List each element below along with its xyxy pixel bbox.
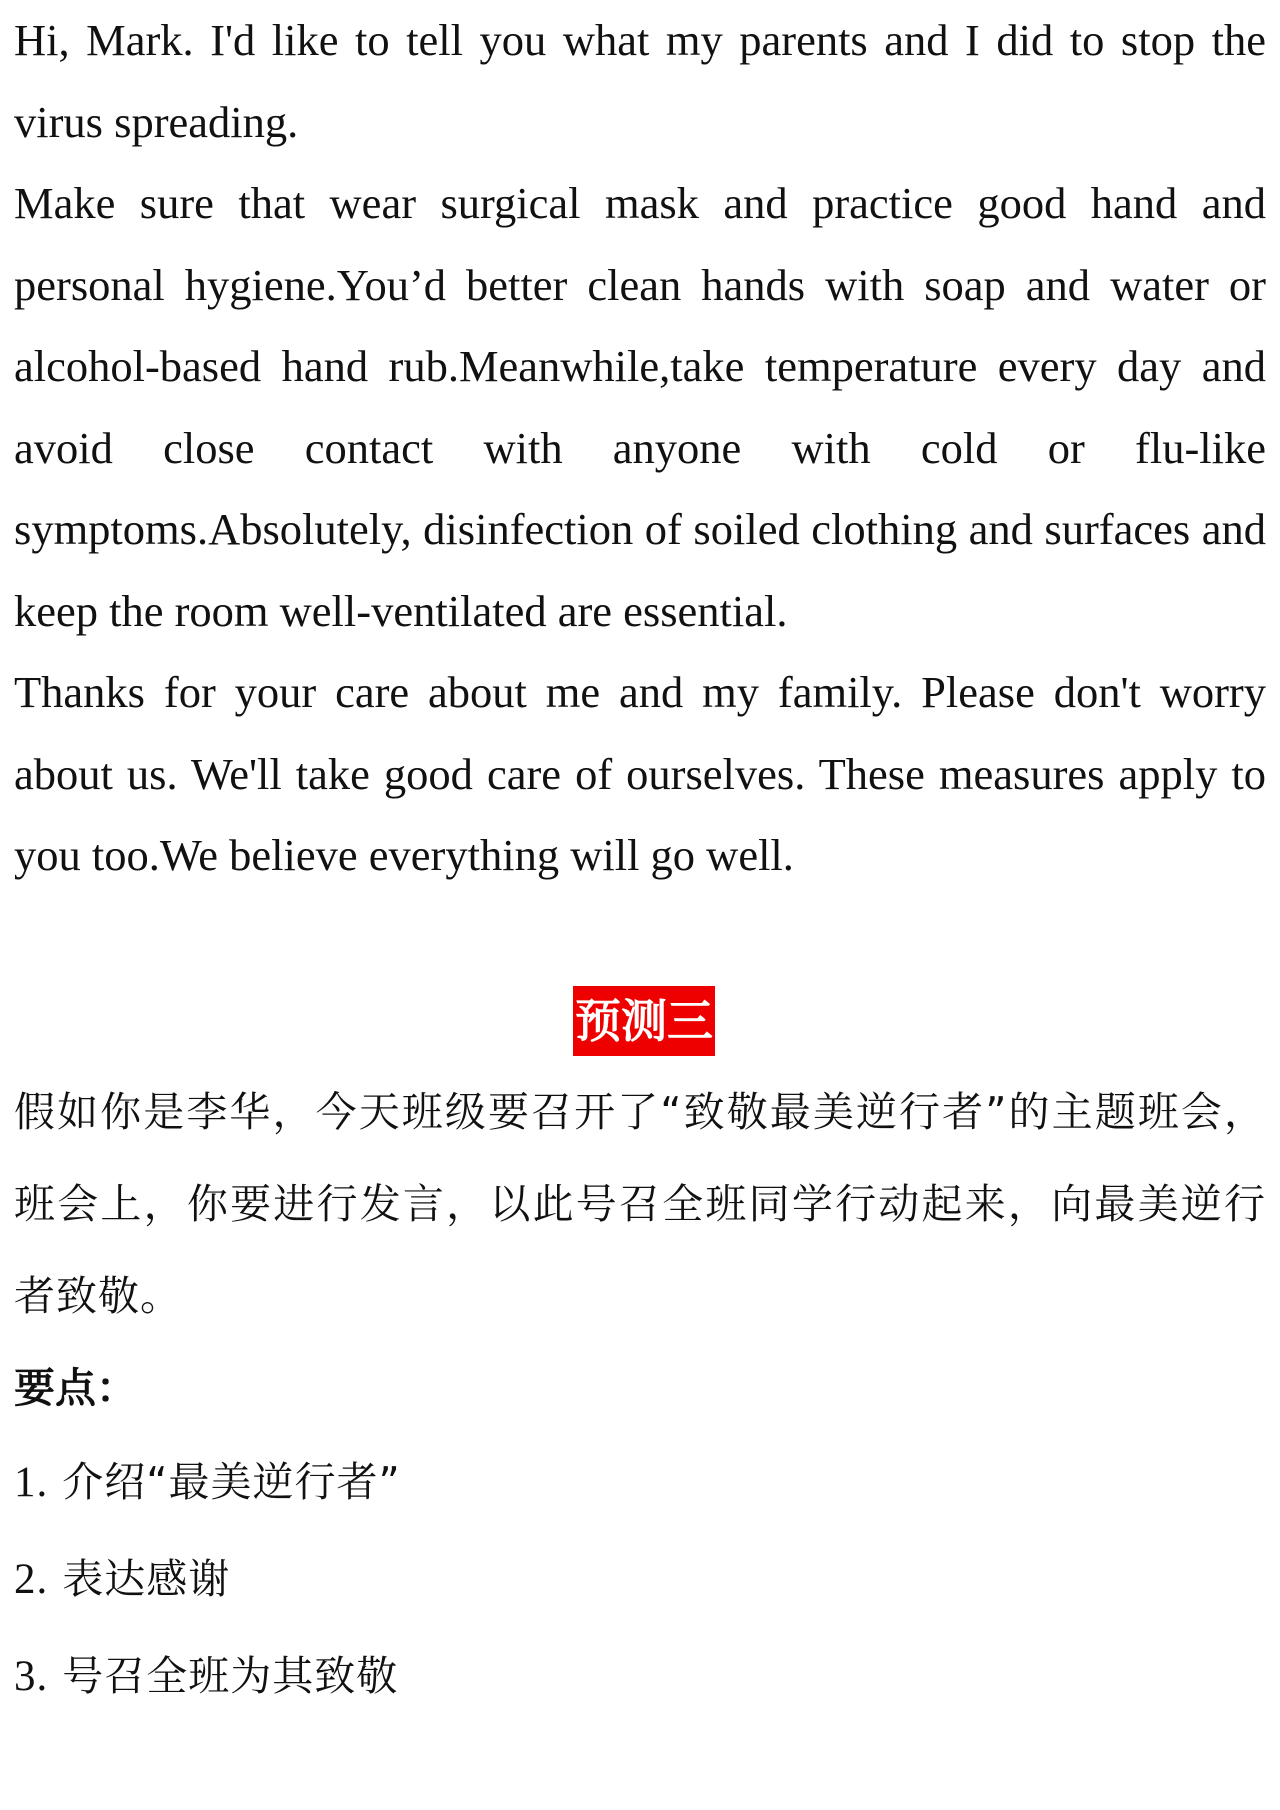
letter-paragraph: Make sure that wear surgical mask and practice good hand and personal hygiene.You’d better clean hands with soap and water or alcohol-based hand rub.Meanwhile,take temperature every day and avoid close contact with anyone with cold or flu-like symptoms.Absolutely, disinfection of soiled clothing and surfaces and keep the room well-ventilated are essential. <box>14 178 1266 636</box>
letter-paragraph: Thanks for your care about me and my family. Please don't worry about us. We'll take good care of ourselves. These measures apply to you too.We believe everything will go well. <box>14 667 1266 880</box>
list-item-text: 介绍“最美逆行者” <box>62 1457 401 1506</box>
list-item <box>14 1628 1266 1725</box>
list-item-number: 2. <box>14 1555 49 1603</box>
points-list <box>14 1434 1266 1725</box>
list-item-text: 号召全班为其致敬 <box>62 1651 399 1700</box>
list-item-number: 3. <box>14 1652 49 1700</box>
list-item <box>14 1434 1266 1531</box>
section-heading: 预测三 <box>573 986 715 1056</box>
list-item <box>14 1531 1266 1628</box>
document-page <box>14 0 1266 1725</box>
letter-body <box>14 0 1266 897</box>
section-heading-wrap <box>14 986 1266 1056</box>
list-item-number: 1. <box>14 1458 49 1506</box>
letter-paragraph: Hi, Mark. I'd like to tell you what my parents and I did to stop the virus spreading. <box>14 15 1266 147</box>
list-item-text: 表达感谢 <box>62 1554 231 1603</box>
writing-prompt: 假如你是李华，今天班级要召开了“致敬最美逆行者”的主题班会，班会上，你要进行发言，以此号召全班同学行动起来，向最美逆行者致敬。 <box>14 1087 1266 1320</box>
points-title: 要点： <box>14 1363 137 1412</box>
